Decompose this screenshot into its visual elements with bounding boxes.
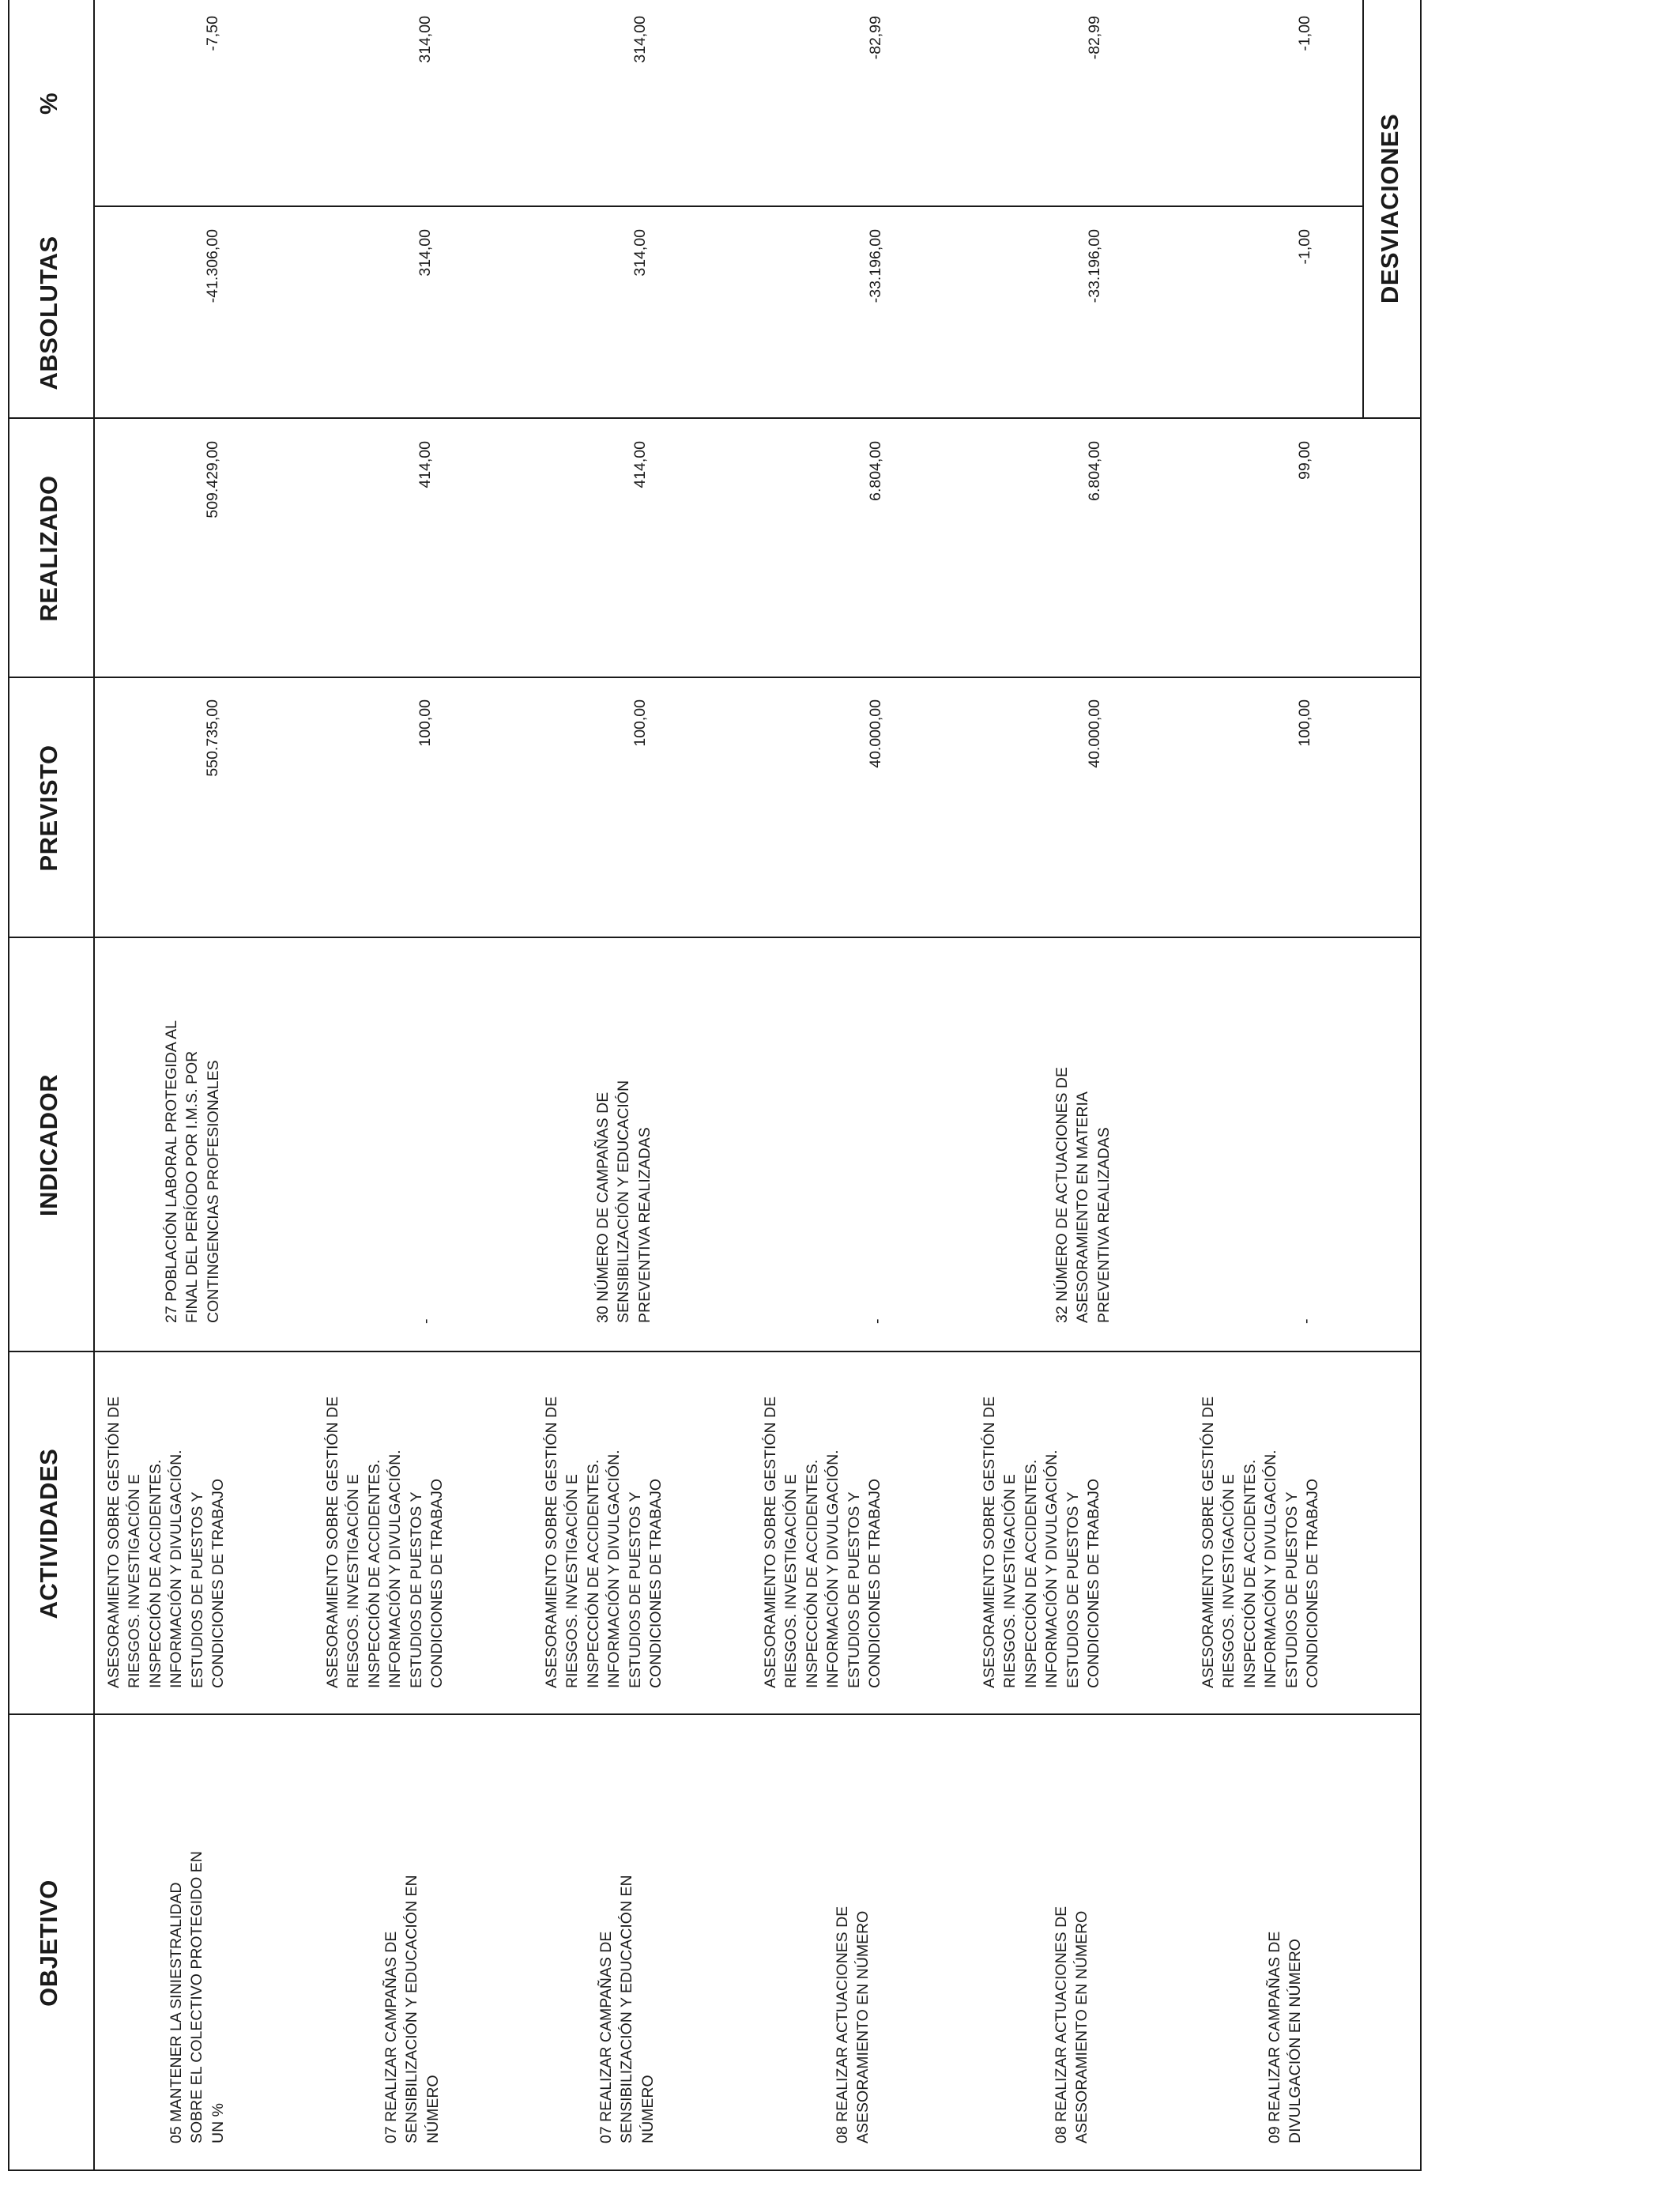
header-desviaciones: DESVIACIONES [1376,113,1403,304]
column-divider-3 [8,937,1422,938]
row-5-objetivo: 08 REALIZAR ACTUACIONES DE ASESORAMIENTO EN NÚMERO [1053,1906,1091,2143]
row-3-actividades: ASESORAMIENTO SOBRE GESTIÓN DE RIESGOS. INVESTIGACIÓN E INSPECCIÓN DE ACCIDENTES. INFORMACIÓN Y DIVULGACIÓN. ESTUDIOS DE PUESTOS Y CONDICIONES DE TRABAJO [543,1396,665,1688]
row-5-absolutas: -33.196,00 [1086,229,1103,303]
row-6-realizado: 99,00 [1296,441,1313,480]
row-4-absolutas: -33.196,00 [867,229,884,303]
row-2-absolutas: 314,00 [416,229,434,277]
row-6-objetivo: 09 REALIZAR CAMPAÑAS DE DIVULGACIÓN EN NÚMERO [1266,1931,1305,2143]
column-divider-4 [8,677,1422,678]
row-1-porcentaje: -7,50 [204,16,221,51]
row-2-actividades: ASESORAMIENTO SOBRE GESTIÓN DE RIESGOS. INVESTIGACIÓN E INSPECCIÓN DE ACCIDENTES. INFORMACIÓN Y DIVULGACIÓN. ESTUDIOS DE PUESTOS Y CONDICIONES DE TRABAJO [324,1396,446,1688]
column-divider-6 [93,205,1364,207]
row-3-porcentaje: 314,00 [631,16,649,63]
row-5-indicador: 32 NÚMERO DE ACTUACIONES DE ASESORAMIENTO EN MATERIA PREVENTIVA REALIZADAS [1053,1067,1113,1323]
header-bottom-line [93,0,95,2171]
row-5-realizado: 6.804,00 [1086,441,1103,501]
row-4-realizado: 6.804,00 [867,441,884,501]
row-2-previsto: 100,00 [416,699,434,747]
row-1-indicador: 27 POBLACIÓN LABORAL PROTEGIDA AL FINAL DEL PERÍODO POR I.M.S. POR CONTINGENCIAS PROFESIONALES [163,1020,222,1323]
row-4-porcentaje: -82,99 [867,16,884,60]
row-2-porcentaje: 314,00 [416,16,434,63]
row-1-previsto: 550.735,00 [204,699,221,777]
row-1-actividades: ASESORAMIENTO SOBRE GESTIÓN DE RIESGOS. INVESTIGACIÓN E INSPECCIÓN DE ACCIDENTES. INFORMACIÓN Y DIVULGACIÓN. ESTUDIOS DE PUESTOS Y CONDICIONES DE TRABAJO [105,1396,228,1688]
row-6-actividades: ASESORAMIENTO SOBRE GESTIÓN DE RIESGOS. INVESTIGACIÓN E INSPECCIÓN DE ACCIDENTES. INFORMACIÓN Y DIVULGACIÓN. ESTUDIOS DE PUESTOS Y CONDICIONES DE TRABAJO [1200,1396,1322,1688]
row-1-objetivo: 05 MANTENER LA SINIESTRALIDAD SOBRE EL COLECTIVO PROTEGIDO EN UN % [168,1851,227,2143]
column-divider-1 [8,1713,1422,1715]
row-2-realizado: 414,00 [416,441,434,488]
row-3-absolutas: 314,00 [631,229,649,277]
row-2-indicador: - [417,1318,435,1324]
row-1-realizado: 509.429,00 [204,441,221,518]
row-4-previsto: 40.000,00 [867,699,884,768]
row-5-actividades: ASESORAMIENTO SOBRE GESTIÓN DE RIESGOS. INVESTIGACIÓN E INSPECCIÓN DE ACCIDENTES. INFORMACIÓN Y DIVULGACIÓN. ESTUDIOS DE PUESTOS Y CONDICIONES DE TRABAJO [981,1396,1103,1688]
column-divider-2 [8,1351,1422,1352]
row-3-indicador: 30 NÚMERO DE CAMPAÑAS DE SENSIBILIZACIÓN Y EDUCACIÓN PREVENTIVA REALIZADAS [594,1080,654,1323]
header-indicador: INDICADOR [35,1073,62,1217]
row-5-porcentaje: -82,99 [1086,16,1103,60]
header-realizado: REALIZADO [35,475,62,622]
row-3-objetivo: 07 REALIZAR CAMPAÑAS DE SENSIBILIZACIÓN Y EDUCACIÓN EN NÚMERO [597,1875,657,2143]
row-2-objetivo: 07 REALIZAR CAMPAÑAS DE SENSIBILIZACIÓN Y EDUCACIÓN EN NÚMERO [382,1875,442,2143]
row-6-absolutas: -1,00 [1296,229,1313,265]
row-3-realizado: 414,00 [631,441,649,488]
row-5-previsto: 40.000,00 [1086,699,1103,768]
row-4-objetivo: 08 REALIZAR ACTUACIONES DE ASESORAMIENTO EN NÚMERO [834,1906,872,2143]
row-4-actividades: ASESORAMIENTO SOBRE GESTIÓN DE RIESGOS. INVESTIGACIÓN E INSPECCIÓN DE ACCIDENTES. INFORMACIÓN Y DIVULGACIÓN. ESTUDIOS DE PUESTOS Y CONDICIONES DE TRABAJO [762,1396,884,1688]
header-porcentaje: % [35,92,62,115]
header-previsto: PREVISTO [35,745,62,872]
column-divider-5 [8,417,1422,419]
row-6-previsto: 100,00 [1296,699,1313,747]
table-bottom-border [1420,0,1422,2171]
table-top-border [8,0,9,2171]
row-4-indicador: - [868,1318,886,1324]
row-6-porcentaje: -1,00 [1296,16,1313,51]
header-actividades: ACTIVIDADES [35,1448,62,1619]
header-absolutas: ABSOLUTAS [35,236,62,390]
desviaciones-divider [1362,0,1364,419]
row-1-absolutas: -41.306,00 [204,229,221,303]
table-left-border [8,2169,1422,2171]
header-objetivo: OBJETIVO [35,1879,62,2007]
row-3-previsto: 100,00 [631,699,649,747]
row-6-indicador: - [1298,1318,1315,1324]
